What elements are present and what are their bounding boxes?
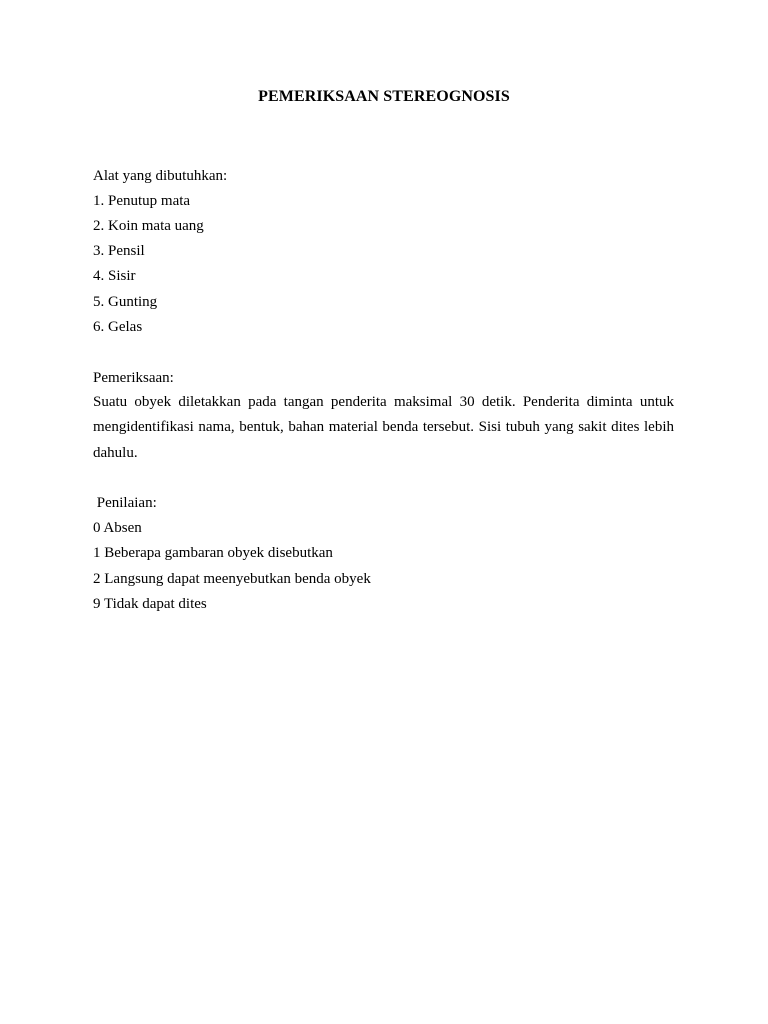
- tool-item: 3. Pensil: [93, 243, 145, 259]
- examination-heading: Pemeriksaan:: [93, 370, 174, 386]
- tool-item: 1. Penutup mata: [93, 193, 191, 209]
- tool-item: 4. Sisir: [93, 268, 136, 284]
- tools-heading: Alat yang dibutuhkan:: [93, 168, 228, 184]
- tool-item: 6. Gelas: [93, 319, 143, 335]
- assessment-heading: Penilaian:: [93, 495, 157, 511]
- assessment-item: 1 Beberapa gambaran obyek disebutkan: [93, 545, 333, 561]
- tool-item: 2. Koin mata uang: [93, 218, 204, 234]
- assessment-item: 2 Langsung dapat meenyebutkan benda obyek: [93, 571, 371, 587]
- document-title: PEMERIKSAAN STEREOGNOSIS: [258, 88, 510, 105]
- assessment-item: 0 Absen: [93, 520, 142, 536]
- assessment-item: 9 Tidak dapat dites: [93, 596, 207, 612]
- tool-item: 5. Gunting: [93, 294, 158, 310]
- examination-text: Suatu obyek diletakkan pada tangan penderita maksimal 30 detik. Penderita diminta untuk mengidentifikasi nama, bentuk, bahan material benda tersebut. Sisi tubuh yang sakit dites lebih dahulu.: [93, 394, 674, 461]
